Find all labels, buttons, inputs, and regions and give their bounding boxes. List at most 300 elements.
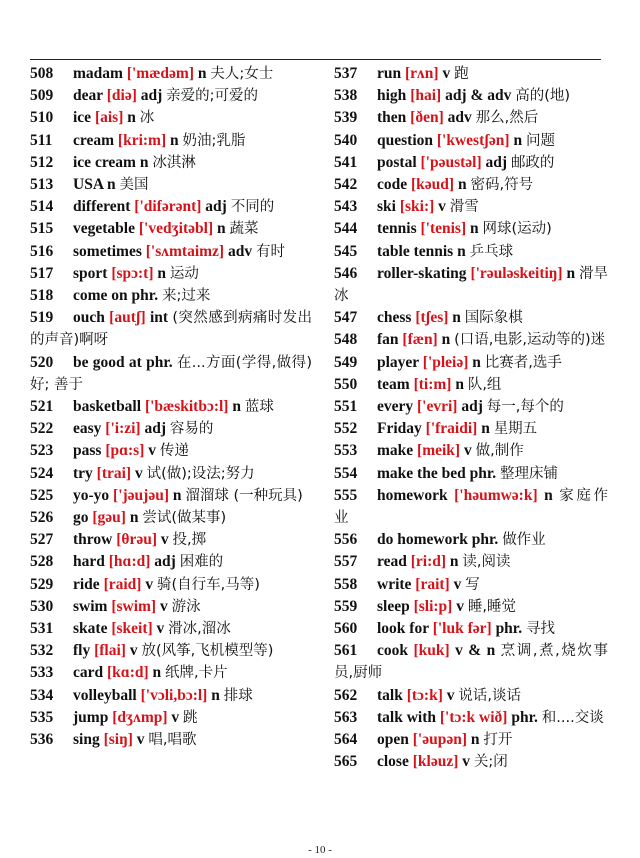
entry-phonetic: ['rəuləskeitiŋ] xyxy=(470,264,563,282)
entry-number: 531 xyxy=(30,620,54,638)
entry-meaning: 在...方面(学得,做得)好; 善于 xyxy=(30,354,313,393)
entry-number: 514 xyxy=(30,198,54,216)
vocab-entry xyxy=(334,307,608,329)
entry-phonetic: [swim] xyxy=(111,597,157,615)
entry-phonetic: ['tenis] xyxy=(420,220,467,238)
entry-phonetic: ['difərənt] xyxy=(134,198,202,216)
entry-meaning: 那么,然后 xyxy=(475,110,539,127)
entry-part-of-speech: n xyxy=(457,242,466,260)
entry-number: 534 xyxy=(30,686,54,704)
entry-meaning: 高的(地) xyxy=(515,88,571,105)
entry-phonetic: [rait] xyxy=(415,575,450,593)
entry-number: 512 xyxy=(30,153,54,171)
entry-number: 535 xyxy=(30,708,54,726)
entry-part-of-speech: v xyxy=(438,198,446,216)
entry-word: volleyball xyxy=(73,686,137,704)
entry-number: 551 xyxy=(334,398,358,416)
entry-word: vegetable xyxy=(73,220,135,238)
entry-number: 540 xyxy=(334,131,358,149)
vocab-entry xyxy=(334,485,608,529)
entry-number: 517 xyxy=(30,264,54,282)
entry-phonetic: [θrəu] xyxy=(116,531,157,549)
entry-meaning: 奶油;乳脂 xyxy=(182,132,246,149)
entry-number: 546 xyxy=(334,264,358,282)
entry-part-of-speech: n xyxy=(481,420,490,438)
entry-number: 508 xyxy=(30,65,54,82)
vocab-entry xyxy=(30,729,312,751)
page-number: - 10 - xyxy=(308,844,332,856)
entry-phonetic: [hai] xyxy=(410,87,442,105)
entry-meaning: 整理床铺 xyxy=(500,465,559,482)
entry-part-of-speech: adj xyxy=(461,398,483,416)
entry-word: different xyxy=(73,198,131,216)
vocab-entry xyxy=(334,352,608,374)
entry-number: 564 xyxy=(334,731,358,749)
entry-phonetic: [ri:d] xyxy=(410,553,447,571)
vocab-entry xyxy=(30,596,312,618)
entry-number: 516 xyxy=(30,242,54,260)
entry-meaning: 游泳 xyxy=(171,598,201,615)
entry-word: cream xyxy=(73,131,115,149)
entry-meaning: 说话,谈话 xyxy=(458,687,521,704)
left-column xyxy=(30,63,312,751)
entry-word: yo-yo xyxy=(73,486,110,504)
entry-part-of-speech: n xyxy=(152,664,162,682)
entry-phonetic: [spɔ:t] xyxy=(111,264,154,282)
entry-number: 536 xyxy=(30,731,54,749)
entry-phonetic: ['bæskitbɔ:l] xyxy=(144,398,229,416)
entry-number: 557 xyxy=(334,553,358,571)
entry-part-of-speech: v & n xyxy=(455,642,496,660)
entry-word: dear xyxy=(73,87,103,105)
entry-part-of-speech: n xyxy=(455,375,464,393)
entry-number: 544 xyxy=(334,220,358,238)
entry-part-of-speech: v xyxy=(462,753,470,771)
entry-phonetic: [ski:] xyxy=(399,198,435,216)
vocab-entry xyxy=(30,196,312,218)
entry-phonetic: [ais] xyxy=(94,109,124,127)
entry-meaning: 纸牌,卡片 xyxy=(165,665,228,682)
entry-meaning: 有时 xyxy=(255,243,285,260)
entry-part-of-speech: adj xyxy=(140,87,163,105)
entry-number: 555 xyxy=(334,486,358,504)
entry-number: 563 xyxy=(334,708,358,726)
entry-phonetic: [tʃes] xyxy=(415,309,449,327)
entry-word: team xyxy=(377,375,410,393)
vocab-entry xyxy=(30,640,312,662)
entry-part-of-speech: adj xyxy=(205,198,227,216)
entry-meaning: 家庭作业 xyxy=(334,487,609,527)
entry-meaning: 容易的 xyxy=(169,421,214,438)
entry-phonetic: ['əupən] xyxy=(412,731,467,749)
entry-number: 532 xyxy=(30,642,54,660)
entry-word: skate xyxy=(73,620,108,638)
entry-meaning: 读,阅读 xyxy=(462,554,511,571)
vocab-entry xyxy=(30,529,312,551)
entry-part-of-speech: n xyxy=(217,220,226,238)
entry-word: sport xyxy=(73,264,108,282)
entry-meaning: 不同的 xyxy=(230,199,275,216)
entry-part-of-speech: phr. xyxy=(511,708,538,726)
entry-phonetic: [skeit] xyxy=(111,620,153,638)
entry-part-of-speech: n xyxy=(172,486,182,504)
vocab-entry xyxy=(334,130,608,152)
entry-meaning: 和....交谈 xyxy=(541,709,604,726)
entry-number: 523 xyxy=(30,442,54,460)
entry-phonetic: ['pleiə] xyxy=(422,353,469,371)
entry-part-of-speech: n xyxy=(107,176,116,194)
entry-phonetic: ['pəustəl] xyxy=(420,153,482,171)
entry-part-of-speech: n xyxy=(544,486,553,504)
entry-phonetic: ['i:zi] xyxy=(105,420,141,438)
entry-phonetic: [kri:m] xyxy=(117,131,167,149)
entry-word: open xyxy=(377,731,409,749)
entry-part-of-speech: v xyxy=(156,620,165,638)
vocab-entry xyxy=(334,751,608,773)
entry-word: sleep xyxy=(377,597,410,615)
entry-phonetic: [ðen] xyxy=(410,109,444,127)
entry-word: jump xyxy=(73,708,109,726)
entry-number: 547 xyxy=(334,309,358,327)
entry-phonetic: [diə] xyxy=(106,87,137,105)
entry-word: USA xyxy=(73,176,104,194)
vocab-entry xyxy=(334,85,608,107)
vocab-entry xyxy=(334,374,608,396)
entry-number: 556 xyxy=(334,531,358,549)
entry-number: 558 xyxy=(334,575,358,593)
vocab-entry xyxy=(334,529,608,551)
entry-phonetic: ['kwestʃən] xyxy=(436,131,510,149)
entry-part-of-speech: n xyxy=(457,176,467,194)
entry-meaning: 运动 xyxy=(169,265,199,282)
vocab-entry xyxy=(30,685,312,707)
entry-phonetic: [fæn] xyxy=(402,331,438,349)
entry-part-of-speech: n xyxy=(129,509,139,527)
entry-number: 543 xyxy=(334,198,358,216)
entry-phonetic: [raid] xyxy=(103,575,142,593)
entry-meaning: 写 xyxy=(465,576,480,593)
entry-phonetic: [sli:p] xyxy=(413,597,453,615)
entry-meaning: 蓝球 xyxy=(244,399,274,416)
entry-part-of-speech: adv xyxy=(227,242,253,260)
entry-number: 525 xyxy=(30,486,54,504)
entry-phonetic: [meik] xyxy=(417,442,461,460)
entry-phonetic: [ti:m] xyxy=(413,375,452,393)
entry-word: pass xyxy=(73,442,102,460)
entry-meaning: 关;闭 xyxy=(473,754,508,771)
vocab-entry xyxy=(334,640,608,684)
entry-word: fan xyxy=(377,331,399,349)
entry-meaning: 唱,唱歌 xyxy=(148,732,197,749)
entry-meaning: 溜溜球 (一种玩具) xyxy=(185,487,303,504)
entry-part-of-speech: phr. xyxy=(146,353,173,371)
entry-word: throw xyxy=(73,531,113,549)
entry-phonetic: [gəu] xyxy=(92,509,126,527)
entry-part-of-speech: n xyxy=(470,220,479,238)
entry-part-of-speech: n xyxy=(452,309,461,327)
entry-phonetic: [flai] xyxy=(94,642,126,660)
entry-meaning: (口语,电影,运动等的)迷 xyxy=(454,332,606,349)
entry-part-of-speech: n xyxy=(449,553,459,571)
entry-word: cook xyxy=(377,642,408,660)
vocab-entry xyxy=(30,463,312,485)
vocab-entry xyxy=(30,485,312,507)
entry-word: homework xyxy=(377,486,448,504)
entry-meaning: 传递 xyxy=(159,443,189,460)
entry-meaning: 问题 xyxy=(525,132,555,149)
entry-number: 559 xyxy=(334,597,358,615)
vocab-entry xyxy=(30,707,312,729)
vocab-entry xyxy=(30,85,312,107)
vocab-entry xyxy=(334,707,608,729)
entry-part-of-speech: n xyxy=(472,353,481,371)
vocab-entry xyxy=(30,618,312,640)
entry-word: then xyxy=(377,109,407,127)
entry-part-of-speech: v xyxy=(446,686,455,704)
entry-part-of-speech: v xyxy=(442,65,451,82)
vocab-entry xyxy=(334,152,608,174)
vocab-entry xyxy=(30,662,312,684)
entry-word: sing xyxy=(73,731,100,749)
entry-word: Friday xyxy=(377,420,422,438)
entry-number: 539 xyxy=(334,109,358,127)
vocab-entry xyxy=(334,463,608,485)
vocab-entry xyxy=(334,107,608,129)
entry-word: table tennis xyxy=(377,242,454,260)
entry-number: 528 xyxy=(30,553,54,571)
vocab-entry xyxy=(30,152,312,174)
vocab-entry xyxy=(30,352,312,396)
entry-part-of-speech: v xyxy=(136,731,145,749)
entry-word: roller-skating xyxy=(377,264,467,282)
entry-word: ouch xyxy=(73,309,105,327)
entry-word: postal xyxy=(377,153,417,171)
entry-part-of-speech: v xyxy=(160,531,169,549)
entry-number: 549 xyxy=(334,353,358,371)
entry-number: 529 xyxy=(30,575,54,593)
entry-word: ski xyxy=(377,198,396,216)
right-column xyxy=(334,63,608,774)
entry-number: 527 xyxy=(30,531,54,549)
entry-meaning: 骑(自行车,马等) xyxy=(156,576,260,593)
entry-word: run xyxy=(377,65,402,82)
entry-part-of-speech: v xyxy=(463,442,472,460)
entry-phonetic: ['fraidi] xyxy=(425,420,478,438)
entry-meaning: 滑雪 xyxy=(449,199,479,216)
entry-meaning: 冰淇淋 xyxy=(152,154,196,171)
entry-word: fly xyxy=(73,642,91,660)
vocab-entry xyxy=(30,218,312,240)
entry-number: 562 xyxy=(334,686,358,704)
entry-word: card xyxy=(73,664,104,682)
entry-part-of-speech: phr. xyxy=(469,464,497,482)
entry-meaning: (突然感到病痛时发出的声音)啊呀 xyxy=(30,310,313,349)
vocab-entry xyxy=(334,440,608,462)
entry-phonetic: ['həumwə:k] xyxy=(454,486,538,504)
entry-word: look for xyxy=(377,620,429,638)
entry-part-of-speech: v xyxy=(129,642,138,660)
entry-meaning: 每一,每个的 xyxy=(486,399,564,416)
entry-number: 561 xyxy=(334,642,358,660)
entry-phonetic: ['evri] xyxy=(417,398,458,416)
entry-part-of-speech: n xyxy=(513,131,523,149)
entry-phonetic: [siŋ] xyxy=(103,731,133,749)
entry-number: 554 xyxy=(334,464,358,482)
entry-phonetic: ['vedʒitəbl] xyxy=(138,220,214,238)
entry-number: 533 xyxy=(30,664,54,682)
entry-phonetic: [rʌn] xyxy=(405,65,439,82)
entry-phonetic: [pɑ:s] xyxy=(105,442,145,460)
entry-number: 548 xyxy=(334,331,358,349)
entry-number: 513 xyxy=(30,176,54,194)
entry-part-of-speech: n xyxy=(470,731,480,749)
entry-part-of-speech: adv xyxy=(447,109,472,127)
entry-number: 522 xyxy=(30,420,54,438)
entry-phonetic: ['luk fər] xyxy=(432,620,492,638)
vocab-entry xyxy=(334,574,608,596)
entry-part-of-speech: n xyxy=(127,109,136,127)
vocab-entry xyxy=(30,174,312,196)
entry-word: ride xyxy=(73,575,100,593)
entry-phonetic: ['tɔ:k wið] xyxy=(439,708,508,726)
vocab-entry xyxy=(30,263,312,285)
entry-part-of-speech: int xyxy=(149,309,169,327)
vocab-entry xyxy=(30,307,312,351)
entry-part-of-speech: v xyxy=(456,597,464,615)
entry-number: 552 xyxy=(334,420,358,438)
entry-meaning: 跑 xyxy=(454,66,469,82)
entry-meaning: 密码,符号 xyxy=(470,177,534,194)
vocab-entry xyxy=(334,263,608,307)
entry-number: 550 xyxy=(334,375,358,393)
vocab-entry xyxy=(30,574,312,596)
entry-phonetic: ['mædəm] xyxy=(126,65,194,82)
entry-phonetic: [kɑ:d] xyxy=(107,664,149,682)
vocab-entry xyxy=(334,729,608,751)
entry-phonetic: [kuk] xyxy=(413,642,450,660)
entry-number: 545 xyxy=(334,242,358,260)
vocab-entry xyxy=(334,618,608,640)
entry-meaning: 美国 xyxy=(119,177,149,194)
entry-part-of-speech: adj xyxy=(485,153,508,171)
entry-part-of-speech: n xyxy=(441,331,451,349)
entry-word: ice xyxy=(73,109,92,127)
entry-word: basketball xyxy=(73,398,142,416)
entry-word: sometimes xyxy=(73,242,142,260)
entry-number: 537 xyxy=(334,65,358,82)
entry-word: tennis xyxy=(377,220,417,238)
entry-part-of-speech: phr. xyxy=(495,620,523,638)
entry-number: 553 xyxy=(334,442,358,460)
entry-part-of-speech: n xyxy=(169,131,179,149)
entry-part-of-speech: n xyxy=(232,398,241,416)
entry-meaning: 队,组 xyxy=(467,376,502,393)
entry-meaning: 亲爱的;可爱的 xyxy=(166,88,259,105)
entry-word: write xyxy=(377,575,412,593)
entry-word: code xyxy=(377,176,408,194)
entry-phonetic: ['jəujəu] xyxy=(113,486,169,504)
entry-word: be good at xyxy=(73,353,142,371)
entry-number: 530 xyxy=(30,597,54,615)
entry-meaning: 做,制作 xyxy=(475,443,524,460)
entry-meaning: 做作业 xyxy=(502,532,546,549)
entry-part-of-speech: adj xyxy=(154,553,176,571)
entry-phonetic: [tɔ:k] xyxy=(406,686,443,704)
entry-part-of-speech: adj xyxy=(144,420,167,438)
entry-meaning: 投,掷 xyxy=(172,532,207,549)
vocab-entry xyxy=(30,396,312,418)
entry-meaning: 排球 xyxy=(223,687,253,704)
entry-number: 515 xyxy=(30,220,54,238)
entry-word: madam xyxy=(73,65,123,82)
entry-number: 526 xyxy=(30,509,54,527)
vocab-entry xyxy=(30,507,312,529)
entry-meaning: 国际象棋 xyxy=(464,310,523,327)
vocab-entry xyxy=(334,596,608,618)
vocab-entry xyxy=(30,63,312,85)
entry-phonetic: [kəud] xyxy=(411,176,455,194)
vocab-entry xyxy=(334,551,608,573)
vocab-entry xyxy=(334,396,608,418)
vocab-entry xyxy=(334,218,608,240)
entry-meaning: 比赛者,选手 xyxy=(484,354,562,371)
entry-part-of-speech: phr. xyxy=(471,531,499,549)
entry-meaning: 蔬菜 xyxy=(229,221,259,238)
entry-phonetic: [dʒʌmp] xyxy=(112,708,168,726)
entry-part-of-speech: n xyxy=(211,686,220,704)
vocab-entry xyxy=(334,241,608,263)
entry-word: easy xyxy=(73,420,102,438)
entry-number: 511 xyxy=(30,131,53,149)
entry-word: every xyxy=(377,398,414,416)
entry-phonetic: [hɑ:d] xyxy=(108,553,151,571)
entry-word: make the bed xyxy=(377,464,466,482)
entry-phonetic: ['sʌmtaimz] xyxy=(145,242,225,260)
entry-word: come on xyxy=(73,287,128,305)
entry-meaning: 乒乓球 xyxy=(469,243,514,260)
vocab-entry xyxy=(334,174,608,196)
entry-meaning: 来;过来 xyxy=(162,288,211,305)
vocab-entry xyxy=(334,196,608,218)
entry-word: try xyxy=(73,464,93,482)
entry-meaning: 滑冰,溜冰 xyxy=(168,621,231,638)
entry-word: high xyxy=(377,87,407,105)
entry-phonetic: [trai] xyxy=(96,464,132,482)
entry-part-of-speech: v xyxy=(148,442,156,460)
entry-word: question xyxy=(377,131,433,149)
entry-meaning: 困难的 xyxy=(179,554,224,571)
entry-number: 518 xyxy=(30,287,54,305)
entry-part-of-speech: n xyxy=(197,65,207,82)
entry-part-of-speech: n xyxy=(566,264,576,282)
vocab-entry xyxy=(30,130,312,152)
entry-word: close xyxy=(377,753,409,771)
entry-meaning: 尝试(做某事) xyxy=(142,510,227,527)
entry-meaning: 烹调,煮,烧炊事员,厨师 xyxy=(334,643,608,682)
entry-phonetic: [kləuz] xyxy=(412,753,459,771)
entry-word: ice cream xyxy=(73,153,136,171)
entry-word: chess xyxy=(377,309,412,327)
header-rule xyxy=(30,59,601,60)
entry-number: 565 xyxy=(334,753,358,771)
entry-part-of-speech: v xyxy=(171,708,180,726)
entry-word: talk xyxy=(377,686,403,704)
vocab-entry xyxy=(30,440,312,462)
entry-number: 541 xyxy=(334,153,358,171)
vocab-entry xyxy=(334,329,608,351)
entry-word: swim xyxy=(73,597,108,615)
entry-part-of-speech: v xyxy=(134,464,143,482)
